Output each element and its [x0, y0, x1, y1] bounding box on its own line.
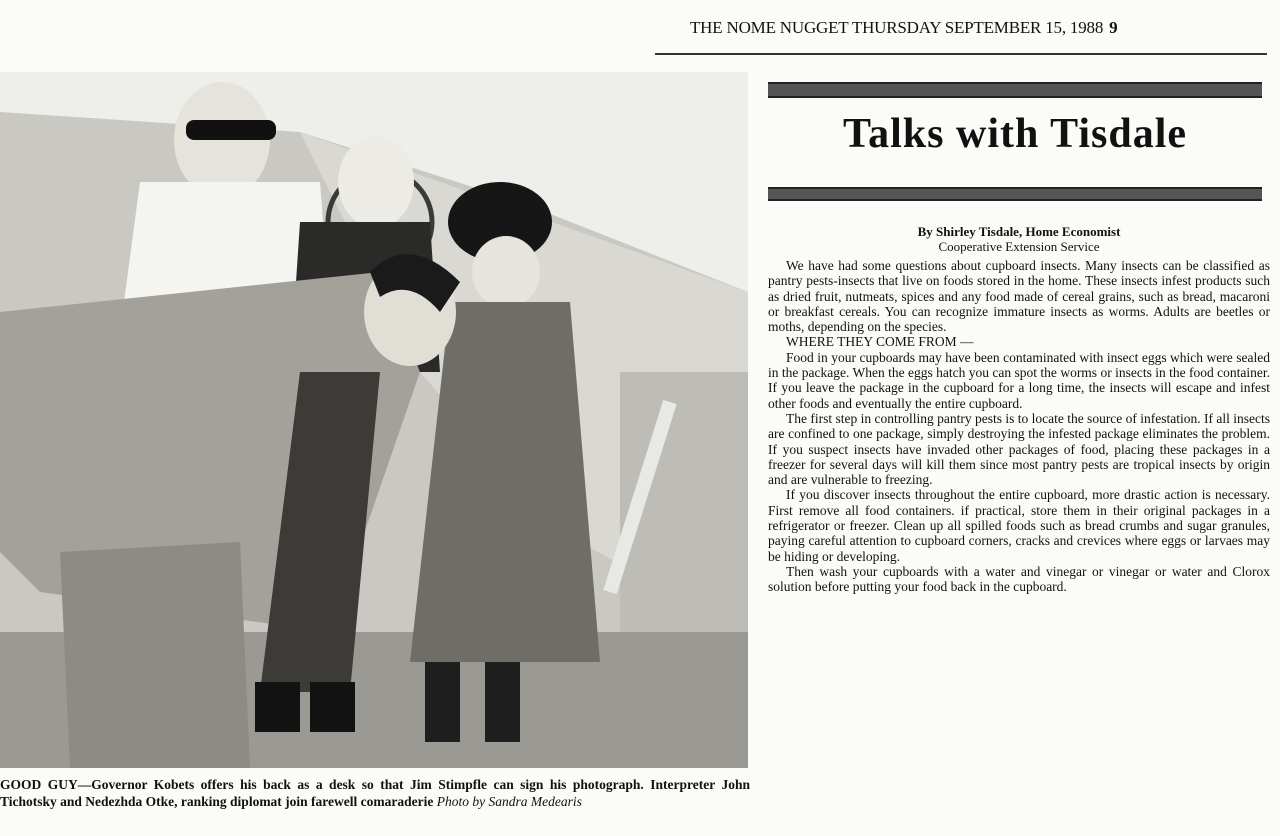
photo-caption — [0, 776, 750, 810]
headline-rule-top — [768, 82, 1262, 98]
byline — [768, 224, 1270, 254]
article-body — [768, 258, 1270, 595]
article-paragraph: We have had some questions about cupboard insects. Many insects can be classified as pantry pests-insects that live on foods stored in the home. These insects infest products such as dried fruit, nutmeats, spices and any food made of cereal grains, such as bread, macaroni or breakfast cereals. You can recognize immature insects as worms. Adults are beetles or moths, depending on the species. — [768, 258, 1270, 335]
article-subhead: WHERE THEY COME FROM — — [786, 334, 974, 350]
photo-illustration — [0, 72, 748, 768]
headline-rule-bottom — [768, 187, 1262, 201]
article-paragraph: Then wash your cupboards with a water and vinegar or vinegar or water and Clorox solution before putting your food back in the cupboard. — [768, 563, 1270, 595]
page-number: 9 — [1109, 18, 1118, 37]
photo-credit: Photo by Sandra Medearis — [436, 794, 582, 809]
column-headline: Talks with Tisdale — [842, 111, 1188, 157]
byline-name: By Shirley Tisdale, Home Economist — [917, 224, 1121, 239]
article-paragraph: If you discover insects throughout the entire cupboard, more drastic action is necessary. First remove all food containers. if practical, store them in their original packages in a refrigerator or freezer. Clean up all spilled foods such as bread crumbs and sugar granules, paying careful attention to cupboard corners, cracks and crevices where eggs or larvaes may be hiding or developing. — [768, 487, 1270, 564]
byline-org: Cooperative Extension Service — [938, 239, 1100, 254]
caption-text: GOOD GUY—Governor Kobets offers his back as a desk so that Jim Stimpfle can sign his photograph. Interpreter John Tichotsky and Nedezhda Otke, ranking diplomat join farewell comaraderie — [0, 777, 750, 809]
article-paragraph: Food in your cupboards may have been contaminated with insect eggs which were sealed in the package. When the eggs hatch you can spot the worms or insects in the food container. If you leave the package in the cupboard for a long time, the insects will escape and infest other foods and eventually the entire cupboard. — [768, 349, 1270, 411]
masthead — [690, 18, 1270, 38]
masthead-text: THE NOME NUGGET THURSDAY SEPTEMBER 15, 1988 — [690, 18, 1104, 37]
masthead-rule — [655, 53, 1267, 55]
article-paragraph: The first step in controlling pantry pests is to locate the source of infestation. If all insects are confined to one package, simply destroying the infested package eliminates the problem. If you suspect insects have invaded other packages of food, placing these packages in a freezer for several days will kill them since most pantry pests are tropical insects by origin and are vulnerable to freezing. — [768, 410, 1271, 488]
news-photo — [0, 72, 748, 768]
